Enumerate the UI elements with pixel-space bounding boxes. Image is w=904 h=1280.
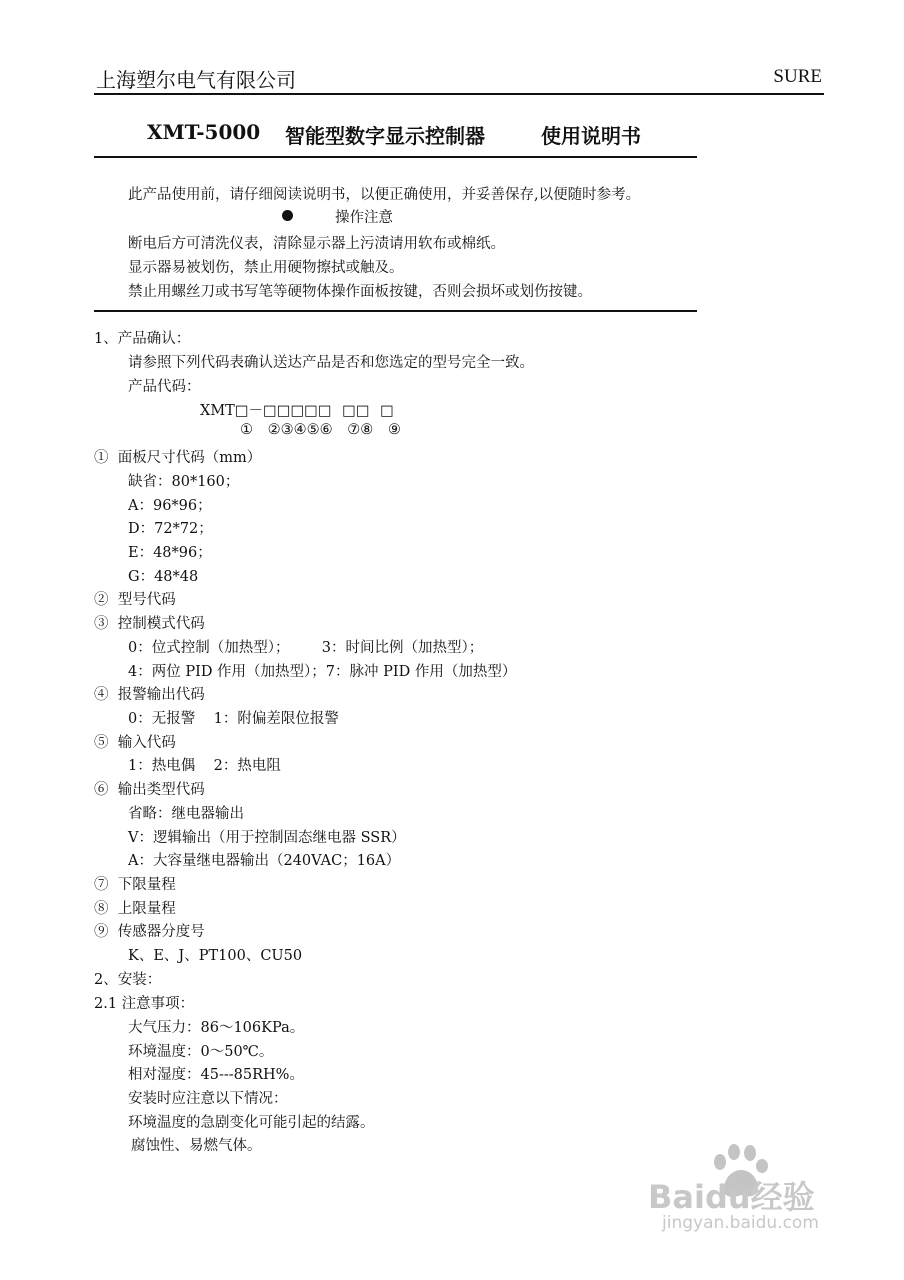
subsection-heading: 2.1 注意事项： xyxy=(94,996,195,1012)
title-model: XMT-5000 xyxy=(147,120,261,144)
body-line: 1：热电偶 2：热电阻 xyxy=(128,758,281,774)
title-name: 智能型数字显示控制器 xyxy=(285,124,485,148)
item-heading: ⑦ 下限量程 xyxy=(94,877,176,893)
body-line: 大气压力：86～106KPa。 xyxy=(128,1020,305,1036)
body-line: 请参照下列代码表确认送达产品是否和您选定的型号完全一致。 xyxy=(128,355,534,371)
notice-rule xyxy=(94,310,697,312)
item-heading: ② 型号代码 xyxy=(94,592,176,608)
body-line: V：逻辑输出（用于控制固态继电器 SSR） xyxy=(128,830,406,846)
body-line: 产品代码： xyxy=(128,379,201,395)
body-line: D：72*72； xyxy=(128,521,213,537)
brand-name: SURE xyxy=(773,66,822,87)
body-line: 环境温度：0～50℃。 xyxy=(128,1044,274,1060)
body-line: A：96*96； xyxy=(128,498,212,514)
body-line: E：48*96； xyxy=(128,545,212,561)
watermark-brand: Baidu经验 xyxy=(648,1178,815,1216)
watermark-url: jingyan.baidu.com xyxy=(662,1213,819,1233)
item-heading: ④ 报警输出代码 xyxy=(94,687,205,703)
title-rule xyxy=(94,156,697,158)
item-heading: ⑧ 上限量程 xyxy=(94,901,176,917)
body-line: 安装时应注意以下情况： xyxy=(128,1091,288,1107)
item-heading: ⑥ 输出类型代码 xyxy=(94,782,205,798)
section-heading: 2、安装： xyxy=(94,972,162,988)
code-legend: ① ②③④⑤⑥ ⑦⑧ ⑨ xyxy=(240,422,401,438)
body-line: G：48*48 xyxy=(128,569,199,585)
notice-intro: 此产品使用前，请仔细阅读说明书，以便正确使用，并妥善保存,以便随时参考。 xyxy=(128,187,641,203)
item-heading: ⑤ 输入代码 xyxy=(94,735,176,751)
title-doc: 使用说明书 xyxy=(541,124,641,148)
code-template: XMT□－□□□□□ □□ □ xyxy=(200,403,394,419)
body-line: 腐蚀性、易燃气体。 xyxy=(131,1138,262,1154)
item-heading: ⑨ 传感器分度号 xyxy=(94,924,205,940)
notice-heading: 操作注意 xyxy=(335,210,393,226)
notice-line: 禁止用螺丝刀或书写笔等硬物体操作面板按键，否则会损坏或划伤按键。 xyxy=(128,284,592,300)
body-line: 0：无报警 1：附偏差限位报警 xyxy=(128,711,339,727)
body-line: 缺省：80*160； xyxy=(128,474,240,490)
body-line: 相对湿度：45---85RH%。 xyxy=(128,1067,304,1083)
section-heading: 1、产品确认： xyxy=(94,331,191,347)
body-line: 4：两位 PID 作用（加热型）；7：脉冲 PID 作用（加热型） xyxy=(128,664,517,680)
body-line: A：大容量继电器输出（240VAC；16A） xyxy=(128,853,401,869)
item-heading: ① 面板尺寸代码（mm） xyxy=(94,450,262,466)
notice-line: 断电后方可清洗仪表，清除显示器上污渍请用软布或棉纸。 xyxy=(128,236,505,252)
body-line: 环境温度的急剧变化可能引起的结露。 xyxy=(128,1115,375,1131)
company-name: 上海塑尔电气有限公司 xyxy=(96,68,296,92)
item-heading: ③ 控制模式代码 xyxy=(94,616,205,632)
bullet-icon xyxy=(282,210,293,221)
body-line: 0：位式控制（加热型）； 3：时间比例（加热型）； xyxy=(128,640,484,656)
body-line: K、E、J、PT100、CU50 xyxy=(128,948,303,964)
notice-line: 显示器易被划伤，禁止用硬物擦拭或触及。 xyxy=(128,260,404,276)
body-line: 省略：继电器输出 xyxy=(128,806,244,822)
header-rule xyxy=(94,93,824,95)
